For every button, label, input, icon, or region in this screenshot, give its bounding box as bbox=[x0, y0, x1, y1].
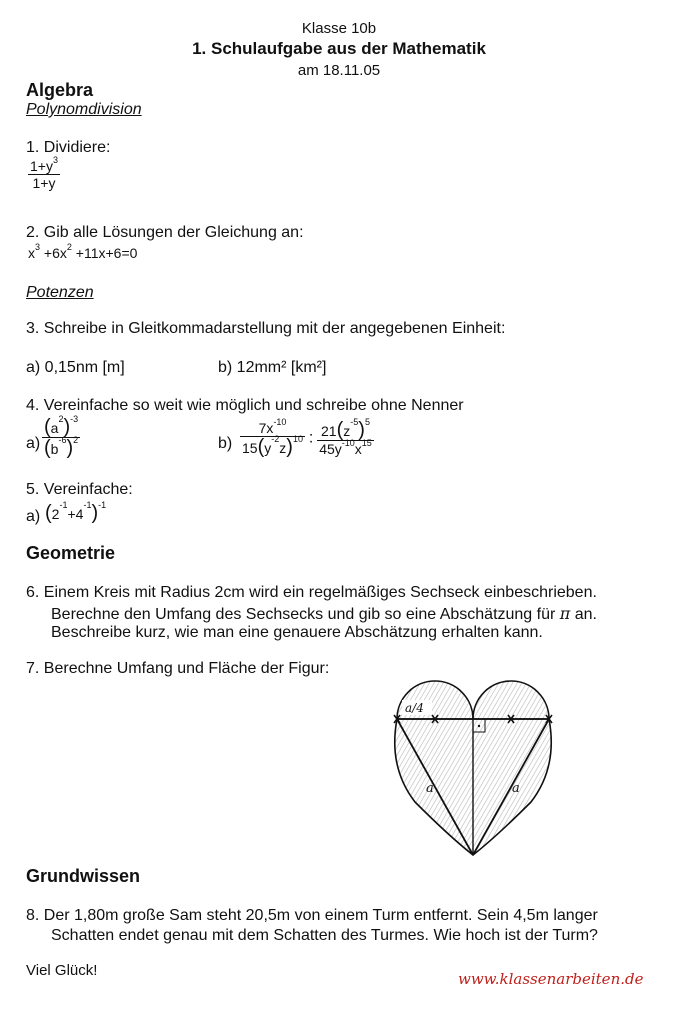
task-3-text: 3. Schreibe in Gleitkommadarstellung mit der angegebenen Einheit: bbox=[26, 320, 506, 337]
task-7-text: 7. Berechne Umfang und Fläche der Figur: bbox=[26, 660, 330, 677]
task-1-text: 1. Dividiere: bbox=[26, 139, 111, 156]
task-5-text: 5. Vereinfache: bbox=[26, 481, 133, 498]
heart-figure bbox=[380, 672, 570, 862]
task-8-line-2: Schatten endet genau mit dem Schatten des Turmes. Wie hoch ist der Turm? bbox=[51, 927, 598, 944]
exam-title: 1. Schulaufgabe aus der Mathematik bbox=[192, 39, 486, 58]
task-8-line-1: 8. Der 1,80m große Sam steht 20,5m von einem Turm entfernt. Sein 4,5m langer bbox=[26, 907, 598, 924]
label-a-left: a bbox=[426, 781, 434, 796]
label-a-quarter: a/4 bbox=[405, 701, 424, 715]
task-6-line-1: 6. Einem Kreis mit Radius 2cm wird ein regelmäßiges Sechseck einbeschrieben. bbox=[26, 584, 597, 601]
potenzen-subheading: Potenzen bbox=[26, 284, 94, 301]
task-5a-expression: $(2^{-1}+4^{-1})^{-1}$ bbox=[45, 500, 107, 524]
task-2-text: 2. Gib alle Lösungen der Gleichung an: bbox=[26, 224, 304, 241]
task-3b: b) 12mm² [km²] bbox=[218, 359, 327, 376]
task-4b-label: b) bbox=[218, 435, 233, 452]
task-2-equation: $x^3 +6x^2 +11x+6=0$ bbox=[28, 242, 138, 261]
pi-symbol: π bbox=[559, 604, 571, 623]
task-1-fraction: $\frac{1+y^3}{1+y}$ bbox=[30, 155, 58, 191]
geometrie-heading: Geometrie bbox=[26, 543, 116, 563]
class-line: Klasse 10b bbox=[301, 20, 377, 37]
task-5a-label: a) bbox=[26, 508, 41, 525]
grundwissen-heading: Grundwissen bbox=[26, 866, 141, 886]
task-4-text: 4. Vereinfache so weit wie möglich und schreibe ohne Nenner bbox=[26, 397, 464, 414]
website-link[interactable]: www.klassenarbeiten.de bbox=[458, 970, 644, 988]
task-4a-label: a) bbox=[26, 435, 41, 452]
right-semicircle bbox=[473, 681, 549, 719]
polynomdivision-subheading: Polynomdivision bbox=[26, 101, 142, 118]
exam-date: am 18.11.05 bbox=[297, 62, 381, 79]
task-6-line-2: Berechne den Umfang des Sechsecks und gib so eine Abschätzung für π an. bbox=[51, 604, 597, 623]
algebra-heading: Algebra bbox=[26, 80, 94, 100]
task-3a: a) 0,15nm [m] bbox=[26, 359, 125, 376]
task-4b-expression: $\frac{7x^{-10}}{15(y^{-2}z)^{10}}$ : $\frac{21(z^{-5})^5}{45y^{-10}x^{15}}$ bbox=[242, 417, 372, 458]
closing-text: Viel Glück! bbox=[26, 962, 98, 979]
task-6-line-3: Beschreibe kurz, wie man eine genauere Abschätzung erhalten kann. bbox=[51, 624, 543, 641]
task-4a-expression: $\frac{(a^2)^{-3}}{(b^{-6})^2}$ bbox=[44, 414, 79, 459]
label-a-right: a bbox=[512, 781, 520, 796]
